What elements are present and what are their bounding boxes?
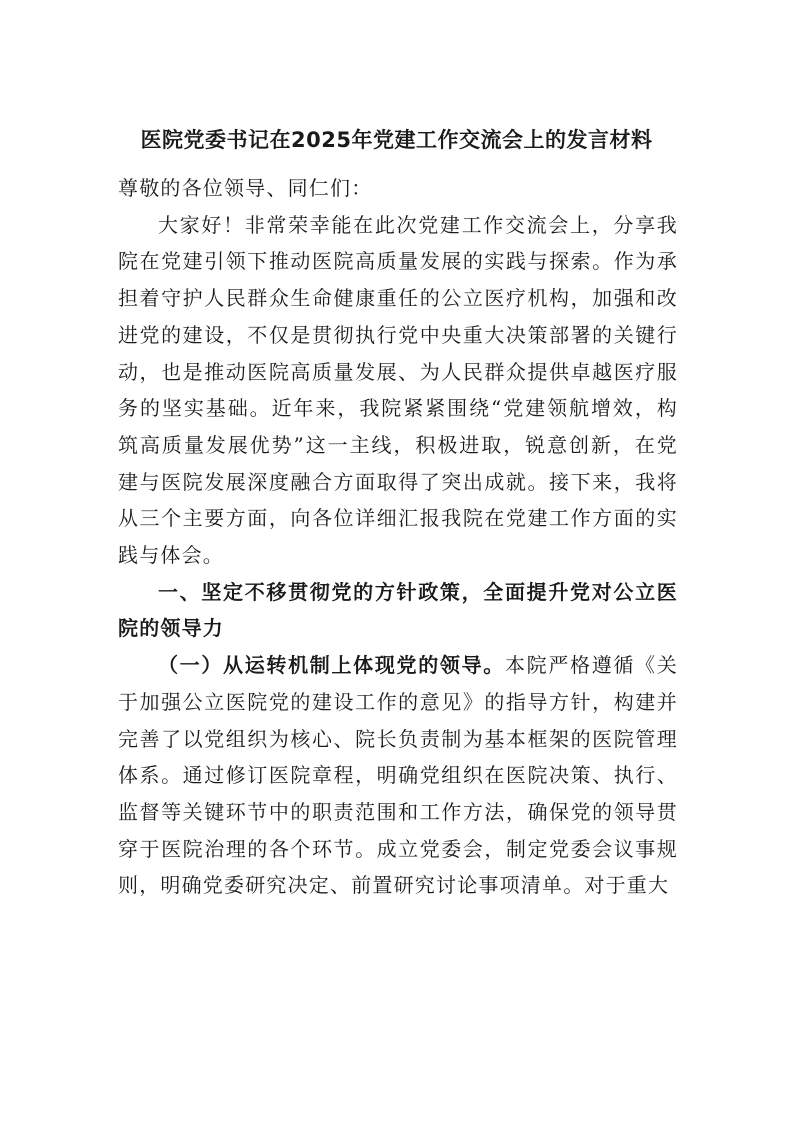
document-body — [118, 170, 678, 904]
document-title: 医院党委书记在2025年党建工作交流会上的发言材料 — [140, 128, 653, 152]
section-heading: 一、坚定不移贯彻党的方针政策，全面提升党对公立医院的领导力 — [118, 579, 678, 641]
intro-paragraph: 大家好！非常荣幸能在此次党建工作交流会上，分享我院在党建引领下推动医院高质量发展的实践与探索。作为承担着守护人民群众生命健康重任的公立医疗机构，加强和改进党的建设，不仅是贯彻执行党中央重大决策部署的关键行动，也是推动医院高质量发展、为人民群众提供卓越医疗服务的坚实基础。近年来，我院紧紧围绕“党建领航增效，构筑高质量发展优势”这一主线，积极进取，锐意创新，在党建与医院发展深度融合方面取得了突出成就。接下来，我将从三个主要方面，向各位详细汇报我院在党建工作方面的实践与体会。 — [118, 212, 678, 568]
subsection-body: 本院严格遵循《关于加强公立医院党的建设工作的意见》的指导方针，构建并完善了以党组织为核心、院长负责制为基本框架的医院管理体系。通过修订医院章程，明确党组织在医院决策、执行、监督等关键环节中的职责范围和工作方法，确保党的领导贯穿于医院治理的各个环节。成立党委会，制定党委会议事规则，明确党委研究决定、前置研究讨论事项清单。对于重大 — [118, 653, 678, 898]
subsection-heading: （一）从运转机制上体现党的领导。 — [158, 653, 505, 678]
subsection-paragraph — [118, 647, 678, 904]
salutation: 尊敬的各位领导、同仁们： — [118, 176, 373, 200]
